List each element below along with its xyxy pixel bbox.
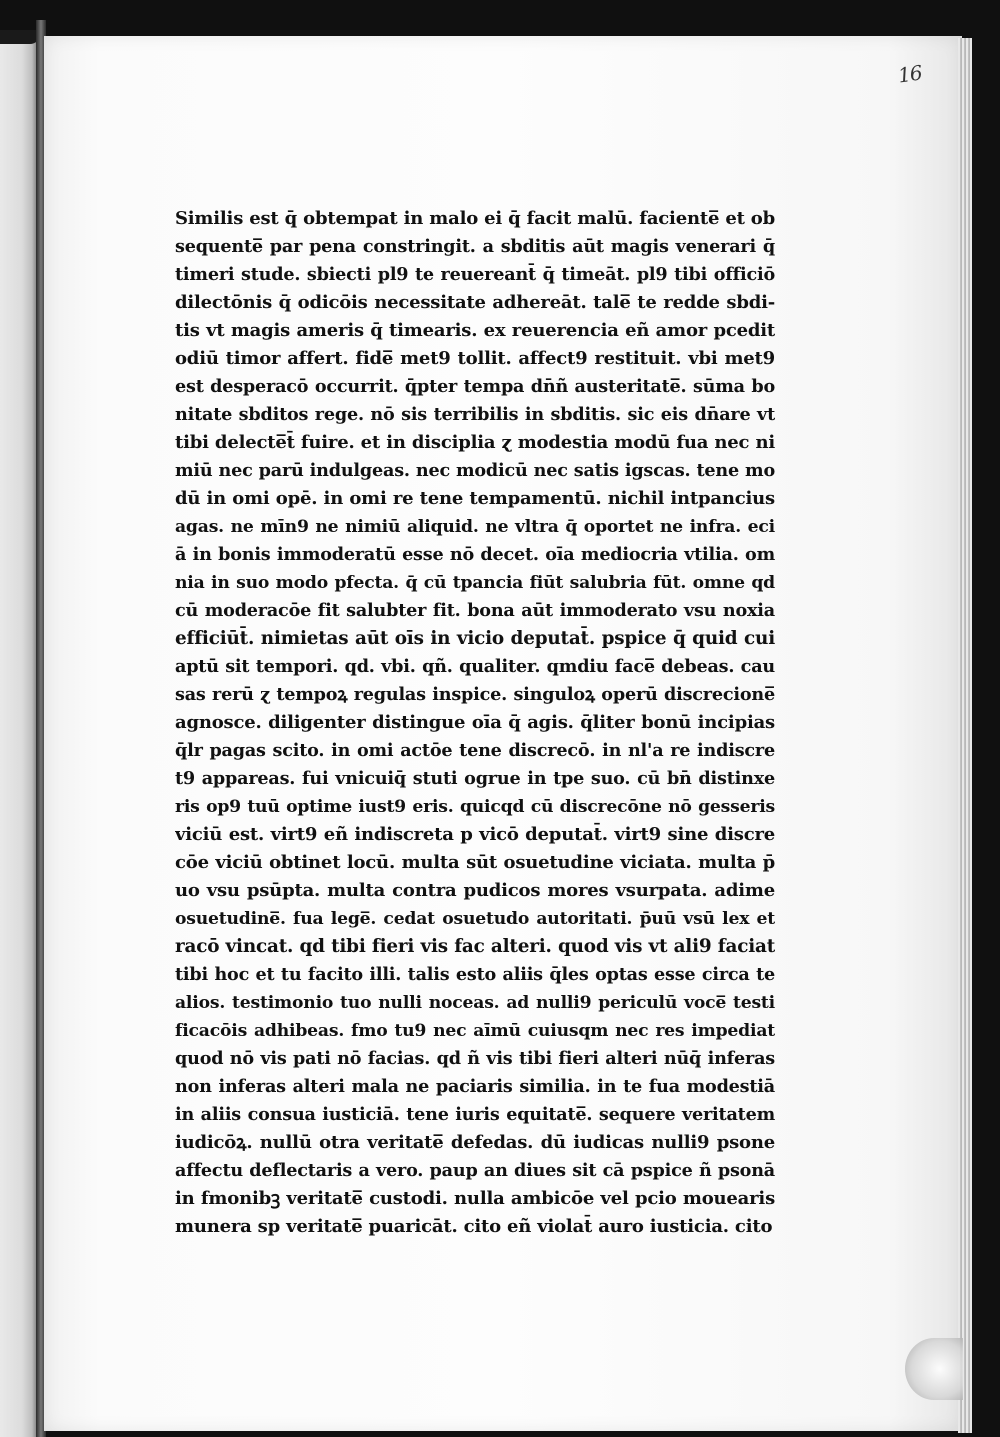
text-line: ā in bonis immoderatū esse nō decet. oīa mediocria vtilia. om xyxy=(175,544,775,565)
left-page-corner xyxy=(0,30,40,44)
text-line: odiū timor affert. fide̅ met9 tollit. affect9 restituit. vbi met9 xyxy=(175,348,775,369)
text-line: q̄lr pagas scito. in omi actōe tene discrecō. in nl'a re indiscre xyxy=(175,740,775,761)
text-line: dilectōnis q̄ odicōis necessitate adhereāt. tale̅ te redde sbdi- xyxy=(175,292,775,313)
text-line: ficacōis adhibeas. fmo tu9 nec aīmū cuiusqm nec res impediat xyxy=(175,1021,775,1041)
text-line: ris op9 tuū optime iust9 eris. quicqd cū discrecōne nō gesseris xyxy=(175,797,775,817)
text-line: sequente̅ par pena constringit. a sbditis aūt magis venerari q̄ xyxy=(175,236,775,257)
text-line: iudicōꝝ. nullū otra veritate̅ defedas. dū iudicas nulli9 psone xyxy=(175,1132,775,1153)
text-line: agnosce. diligenter distingue oīa q̄ agis. q̄liter bonū incipias xyxy=(175,712,775,733)
left-page-edge xyxy=(0,30,40,1437)
page-fore-edge xyxy=(958,38,972,1433)
text-line: est desperacō occurrit. q̄pter tempa dn̄ñ austeritate̅. sūma bo xyxy=(175,376,775,397)
text-line: cū moderacōe fit salubter fit. bona aūt immoderato vsu noxia xyxy=(175,600,775,621)
text-line: munera sp veritate̅ puaricāt. cito eñ violat̄ auro iusticia. cito xyxy=(175,1216,773,1237)
text-line: alios. testimonio tuo nulli noceas. ad nulli9 periculū voce̅ testi xyxy=(175,993,775,1013)
text-line: cōe viciū obtinet locū. multa sūt osuetudine viciata. multa p̄ xyxy=(175,852,775,873)
text-line: tibi delecte̅t̄ fuire. et in disciplia ɀ modestia modū fua nec ni xyxy=(175,432,775,453)
text-line: in aliis consua iusticiā. tene iuris equitate̅. sequere veritatem xyxy=(175,1104,775,1125)
text-line: timeri stude. sbiecti pl9 te reuereant̄ q̄ timeāt. pl9 tibi officiō xyxy=(175,264,775,285)
text-line: miū nec parū indulgeas. nec modicū nec satis igscas. tene mo xyxy=(175,460,775,481)
page-thumb-tab xyxy=(905,1338,963,1400)
text-line: non inferas alteri mala ne paciaris similia. in te fua modestiā xyxy=(175,1076,775,1097)
text-line: viciū est. virt9 eñ indiscreta p vicō deputat̄. virt9 sine discre xyxy=(175,824,775,845)
text-line: Similis est q̄ obtempat in malo ei q̄ facit malū. faciente̅ et ob xyxy=(175,208,775,229)
folio-number: 16 xyxy=(896,60,924,88)
text-line: tis vt magis ameris q̄ timearis. ex reuerencia eñ amor pcedit xyxy=(175,320,775,341)
text-line: quod nō vis pati nō facias. qd ñ vis tibi fieri alteri nūq̄ inferas xyxy=(175,1048,775,1069)
text-line: osuetudine̅. fua lege̅. cedat osuetudo autoritati. p̄uū vsū lex et xyxy=(175,909,775,929)
text-line: efficiūt̄. nimietas aūt oīs in vicio deputat̄. pspice q̄ quid cui xyxy=(175,628,775,649)
text-line: agas. ne mīn9 ne nimiū aliquid. ne vltra q̄ oportet ne infra. eci xyxy=(175,517,775,537)
text-line: t9 appareas. fui vnicuiq̄ stuti ogrue in tpe suo. cū bn̄ distinxe xyxy=(175,768,775,789)
text-block xyxy=(175,205,775,1241)
text-line: affectu deflectaris a vero. paup an diues sit cā pspice ñ psonā xyxy=(175,1160,775,1181)
text-line: uo vsu psūpta. multa contra pudicos mores vsurpata. adime xyxy=(175,880,775,901)
text-line: sas rerū ɀ tempoꝝ regulas inspice. singuloꝝ operū discrecione̅ xyxy=(175,684,775,705)
text-line: tibi hoc et tu facito illi. talis esto aliis q̄les optas esse circa te xyxy=(175,964,775,985)
text-line: racō vincat. qd tibi fieri vis fac alteri. quod vis vt ali9 faciat xyxy=(175,936,775,957)
text-line: nitate sbditos rege. nō sis terribilis in sbditis. sic eis dn̄are vt xyxy=(175,404,775,425)
text-line: aptū sit tempori. qd. vbi. qñ. qualiter. qmdiu face̅ debeas. cau xyxy=(175,656,775,677)
text-line: nia in suo modo pfecta. q̄ cū tpancia fiūt salubria fūt. omne qd xyxy=(175,573,775,593)
text-line: in fmonibꝫ veritate̅ custodi. nulla ambicōe vel pcio mouearis xyxy=(175,1188,775,1209)
text-line: dū in omi opē. in omi re tene tempamentū. nichil intpancius xyxy=(175,488,775,509)
